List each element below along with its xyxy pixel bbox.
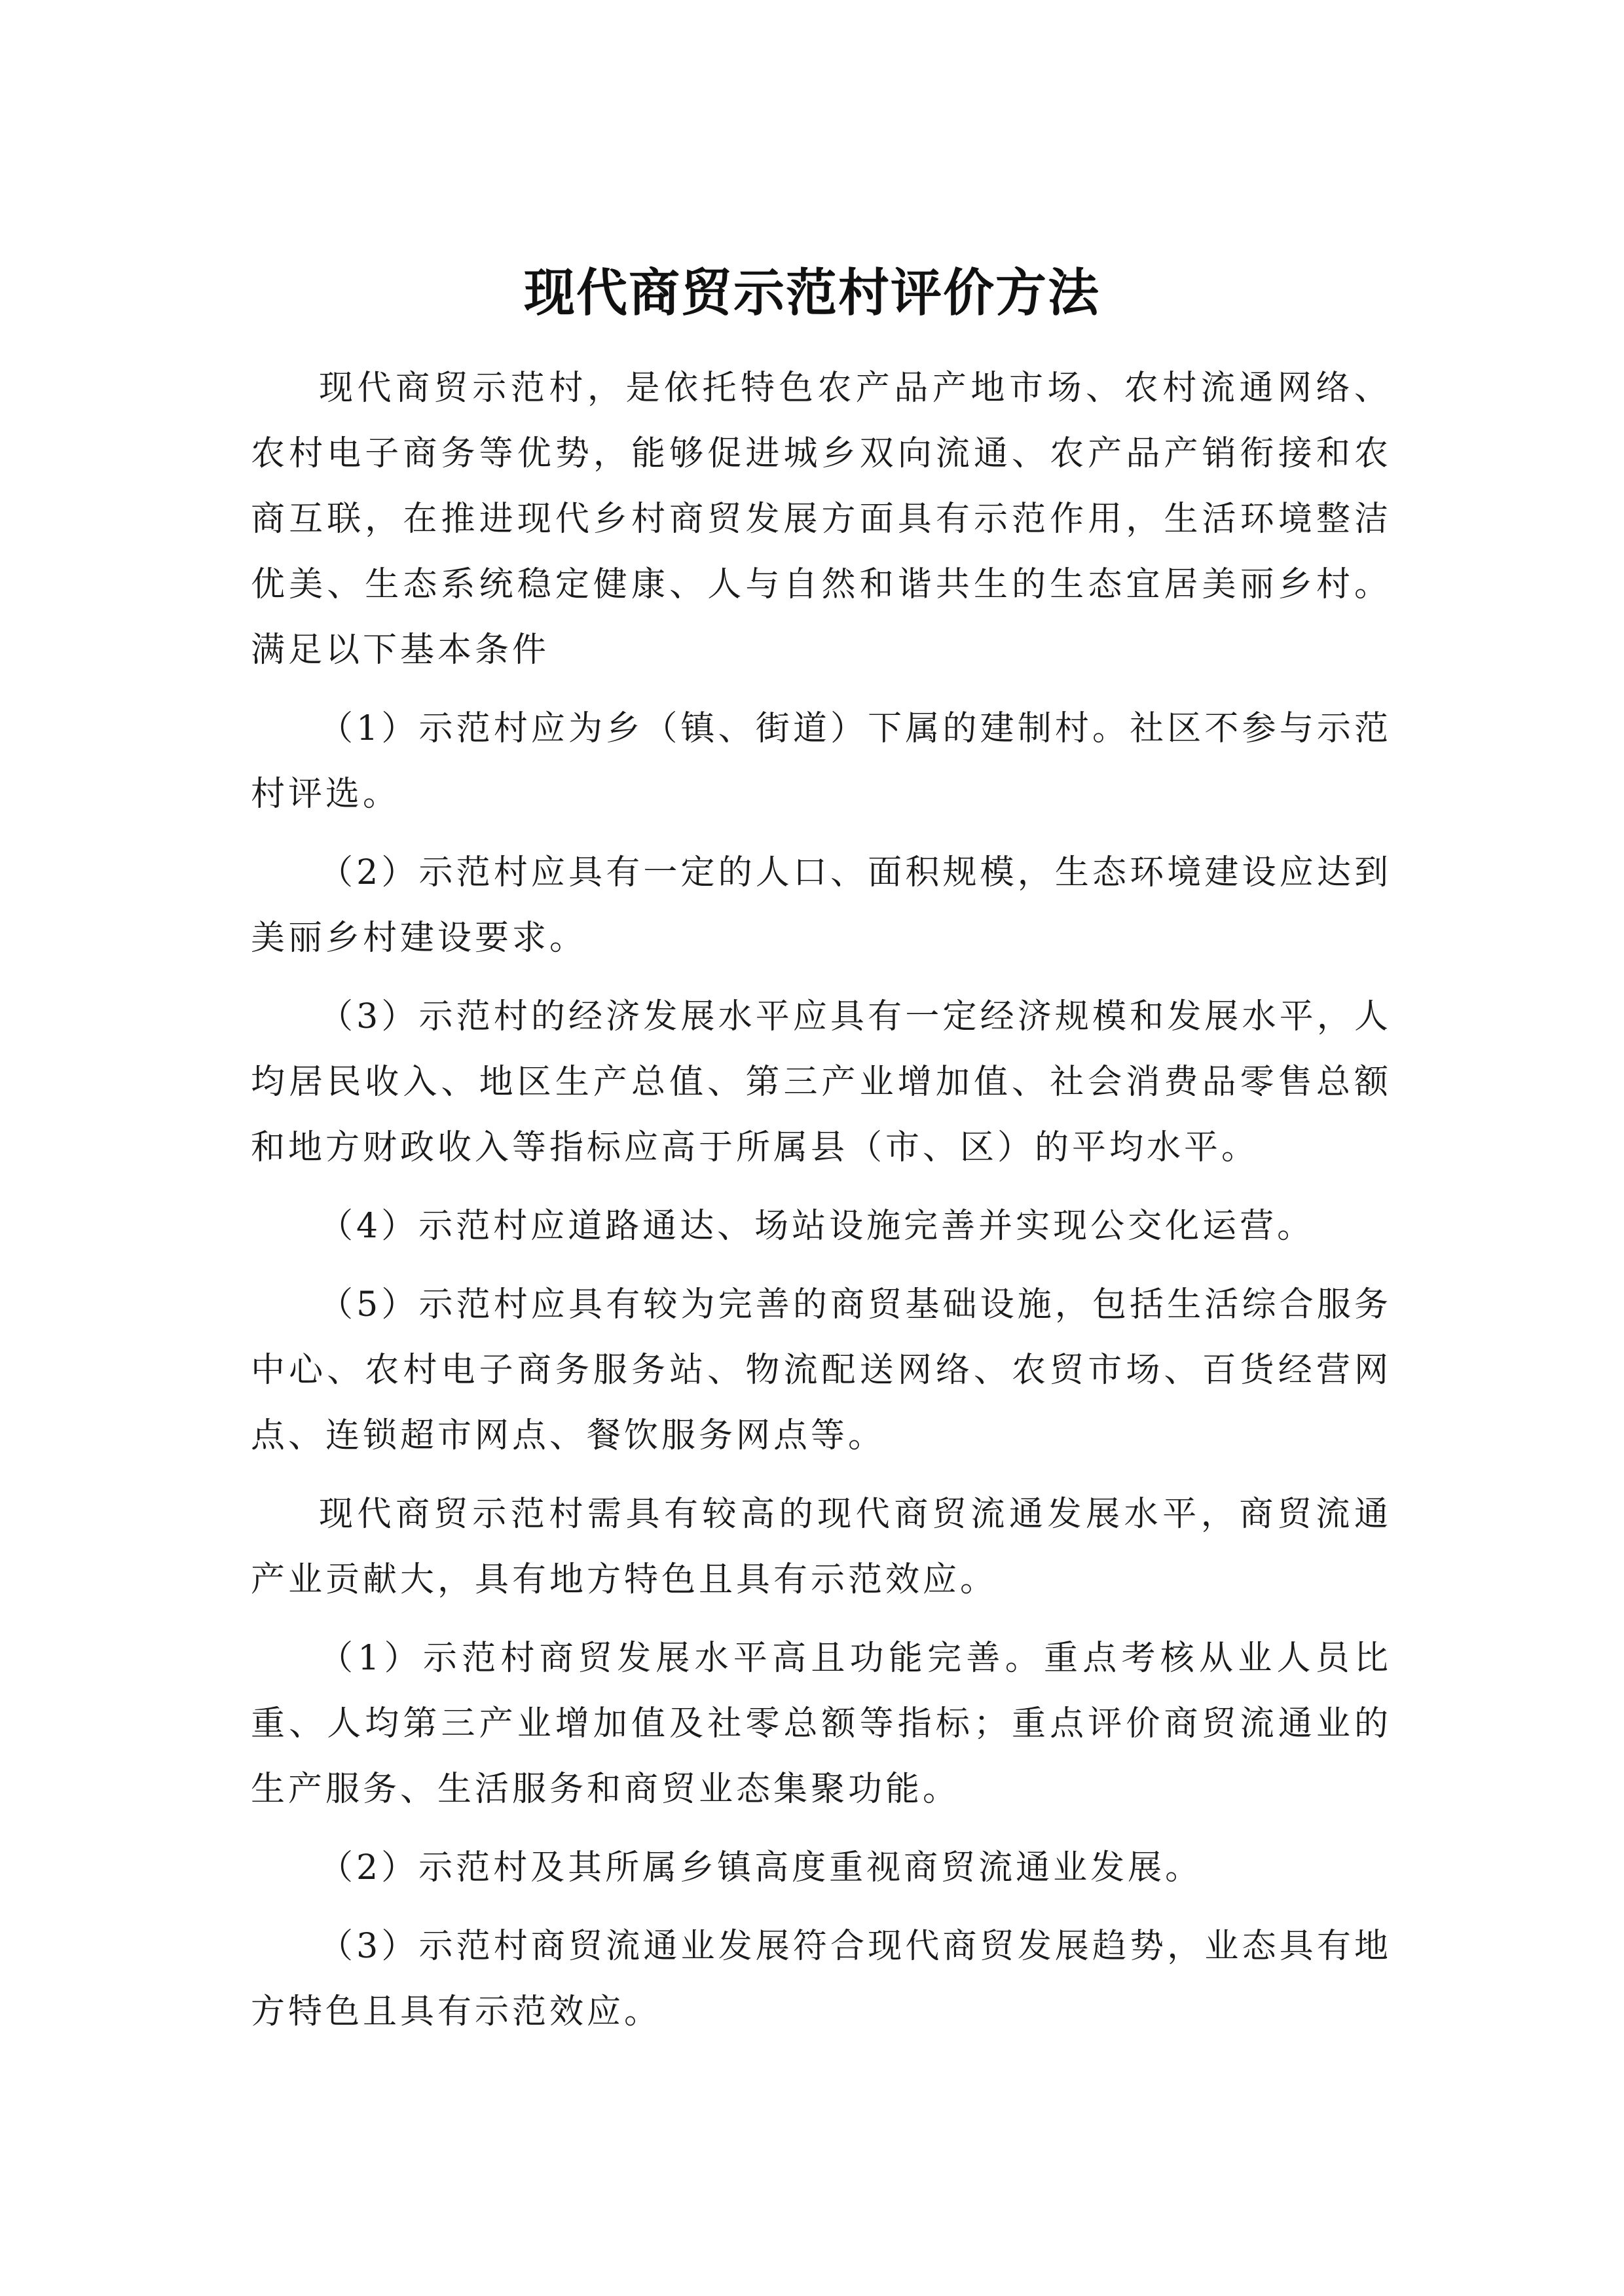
development-criterion-2: （2）示范村及其所属乡镇高度重视商贸流通业发展。 [319, 1848, 1203, 1887]
basic-condition-1: （1）示范村应为乡（镇、街道）下属的建制村。社区不参与示范村评选。 [251, 709, 1392, 814]
development-criterion-3: （3）示范村商贸流通业发展符合现代商贸发展趋势，业态具有地方特色且具有示范效应。 [251, 1927, 1392, 2032]
intro-paragraph: 现代商贸示范村，是依托特色农产品产地市场、农村流通网络、农村电子商务等优势，能够促进城乡双向流通、农产品产销衔接和农商互联，在推进现代乡村商贸发展方面具有示范作用，生活环境整洁优美、生态系统稳定健康、人与自然和谐共生的生态宜居美丽乡村。满足以下基本条件 [251, 369, 1392, 670]
development-criterion-1: （1）示范村商贸发展水平高且功能完善。重点考核从业人员比重、人均第三产业增加值及社零总额等指标；重点评价商贸流通业的生产服务、生活服务和商贸业态集聚功能。 [251, 1639, 1392, 1809]
document-title: 现代商贸示范村评价方法 [523, 264, 1100, 323]
basic-condition-2: （2）示范村应具有一定的人口、面积规模，生态环境建设应达到美丽乡村建设要求。 [251, 853, 1392, 958]
development-paragraph: 现代商贸示范村需具有较高的现代商贸流通发展水平，商贸流通产业贡献大，具有地方特色且具有示范效应。 [251, 1495, 1392, 1599]
basic-condition-4: （4）示范村应道路通达、场站设施完善并实现公交化运营。 [319, 1207, 1315, 1246]
basic-condition-3: （3）示范村的经济发展水平应具有一定经济规模和发展水平，人均居民收入、地区生产总值、第三产业增加值、社会消费品零售总额和地方财政收入等指标应高于所属县（市、区）的平均水平。 [251, 997, 1392, 1167]
document-body [251, 355, 1392, 2058]
basic-condition-5: （5）示范村应具有较为完善的商贸基础设施，包括生活综合服务中心、农村电子商务服务站、物流配送网络、农贸市场、百货经营网点、连锁超市网点、餐饮服务网点等。 [251, 1285, 1392, 1455]
